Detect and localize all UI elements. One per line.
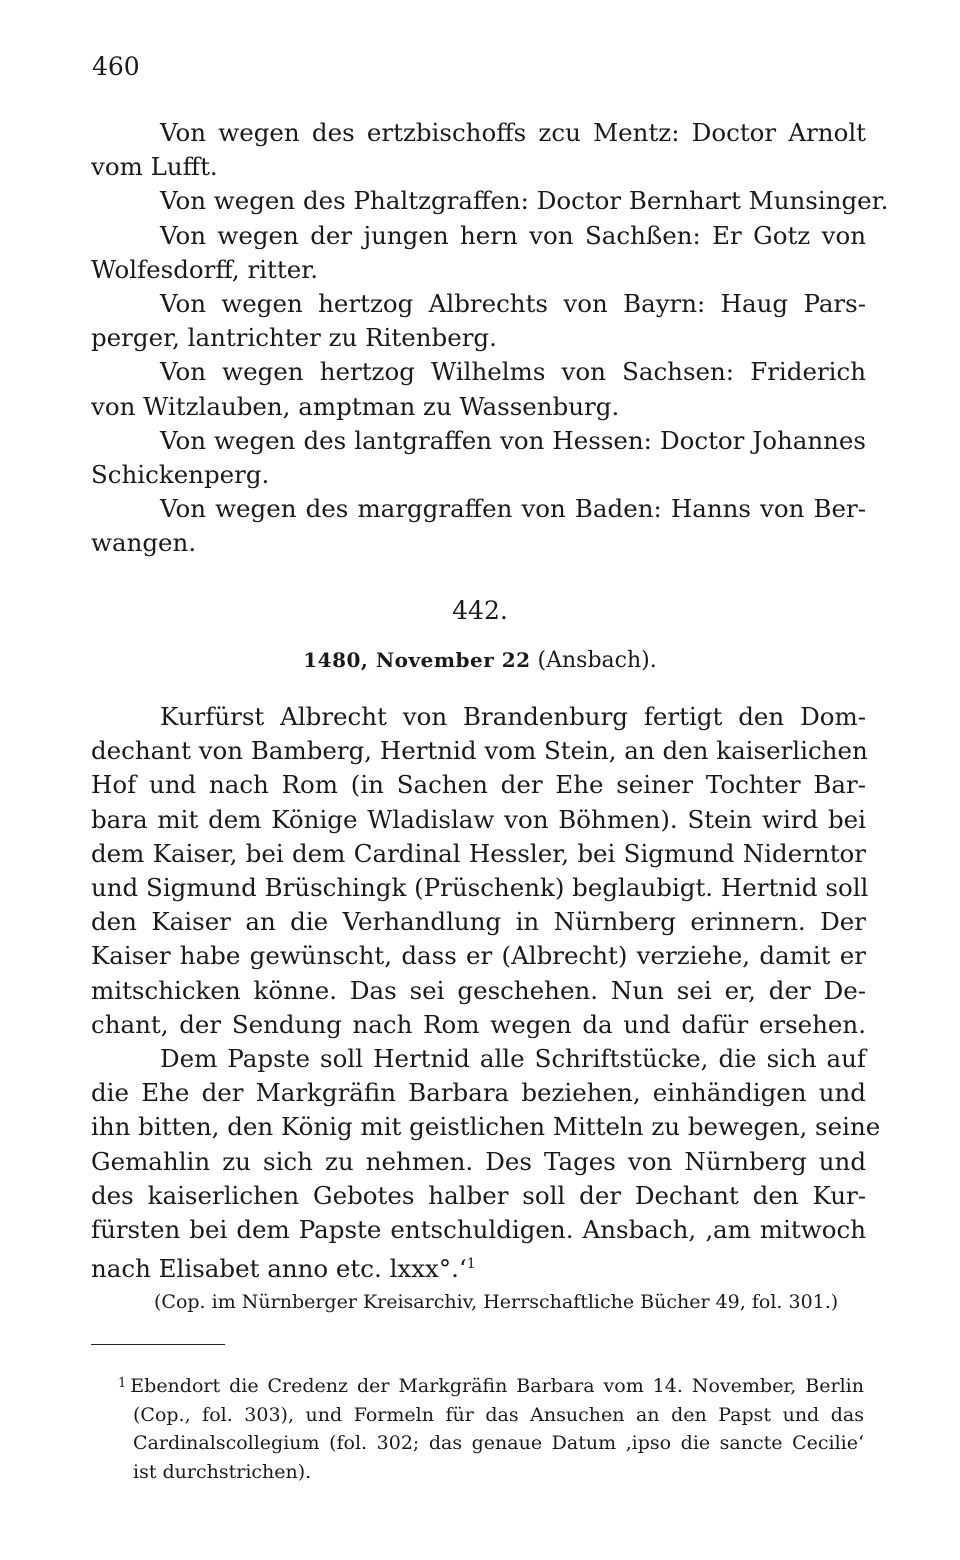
footnote-marker: 1 [118,1376,127,1391]
text-line: vom Lufft. [91,152,218,182]
text-line: fürsten bei dem Papste entschuldigen. Ansbach, ‚am mitwoch [91,1215,866,1245]
text-line: Wolfesdorff, ritter. [91,254,319,284]
text-line-last [91,1247,866,1286]
text-line: Dem Papste soll Hertnid alle Schriftstücke, die sich auf [160,1044,866,1074]
text-line: perger, lantrichter zu Ritenberg. [91,323,497,353]
text-line: Gemahlin zu sich zu nehmen. Des Tages von Nürnberg und [91,1146,866,1176]
footnote-line: ist durchstrichen). [133,1460,312,1483]
page-number: 460 [92,52,140,81]
text-line: Von wegen hertzog Albrechts von Bayrn: Haug Pars- [160,289,866,319]
text-line: Hof und nach Rom (in Sachen der Ehe seiner Tochter Bar- [91,770,866,800]
text-line: Von wegen des Phaltzgraffen: Doctor Bernhart Munsinger. [160,186,889,216]
text-line: Von wegen der jungen hern von Sachßen: Er Gotz von [160,220,866,250]
text-line: Kurfürst Albrecht von Brandenburg fertigt den Dom- [160,702,866,731]
text-line: bara mit dem Könige Wladislaw von Böhmen). Stein wird bei [91,804,866,834]
text-line: Kaiser habe gewünscht, dass er (Albrecht) verziehe, damit er [91,941,866,971]
delegates-list [91,116,889,561]
footnote-line [118,1370,864,1401]
footnote [118,1370,864,1486]
document-date [0,643,960,678]
text-line: ihn bitten, den König mit geistlichen Mitteln zu bewegen, seine [91,1112,881,1142]
text-line: dem Kaiser, bei dem Cardinal Hessler, bei Sigmund Niderntor [91,838,866,868]
footnote-line: (Cop., fol. 303), und Formeln für das Ansuchen an den Papst und das [133,1403,864,1426]
text-line: wangen. [91,528,197,558]
text-line: mitschicken könne. Das sei geschehen. Nun sei er, der De- [91,975,866,1005]
document-place: (Ansbach). [530,648,657,673]
footnote-line-content: Ebendort die Credenz der Markgräfin Barbara vom 14. November, Berlin [130,1375,864,1397]
text-line: den Kaiser an die Verhandlung in Nürnberg erinnern. Der [91,907,866,937]
text-line: des kaiserlichen Gebotes halber soll der Dechant den Kur- [91,1180,866,1210]
text-line: Von wegen hertzog Wilhelms von Sachsen: Friderich [160,357,866,387]
text-line-content: nach Elisabet anno etc. lxxx°.‘ [91,1254,467,1284]
document-number: 442. [452,596,508,625]
text-line: die Ehe der Markgräfin Barbara beziehen, einhändigen und [91,1078,866,1108]
source-note: (Cop. im Nürnberger Kreisarchiv, Herrschaftliche Bücher 49, fol. 301.) [154,1291,839,1313]
text-line: und Sigmund Brüschingk (Prüschenk) beglaubigt. Hertnid soll [91,873,869,903]
footnote-line: Cardinalscollegium (fol. 302; das genaue Datum ‚ipso die sancte Cecilie‘ [133,1432,864,1454]
footnote-divider [91,1344,225,1345]
text-line: von Witzlauben, amptman zu Wassenburg. [91,391,620,421]
text-line: dechant von Bamberg, Hertnid vom Stein, an den kaiserlichen [91,736,868,766]
text-line: Von wegen des marggraffen von Baden: Hanns von Ber- [160,494,866,524]
text-line: Schickenperg. [91,460,270,490]
text-line: Von wegen des ertzbischoffs zcu Mentz: Doctor Arnolt [160,118,866,147]
document-date-bold: 1480, November 22 [303,648,531,672]
text-line: Von wegen des lantgraffen von Hessen: Doctor Johannes [160,425,866,455]
document-summary [91,700,881,1286]
text-line: chant, der Sendung nach Rom wegen da und dafür ersehen. [91,1009,866,1039]
footnote-reference[interactable]: 1 [466,1256,476,1273]
